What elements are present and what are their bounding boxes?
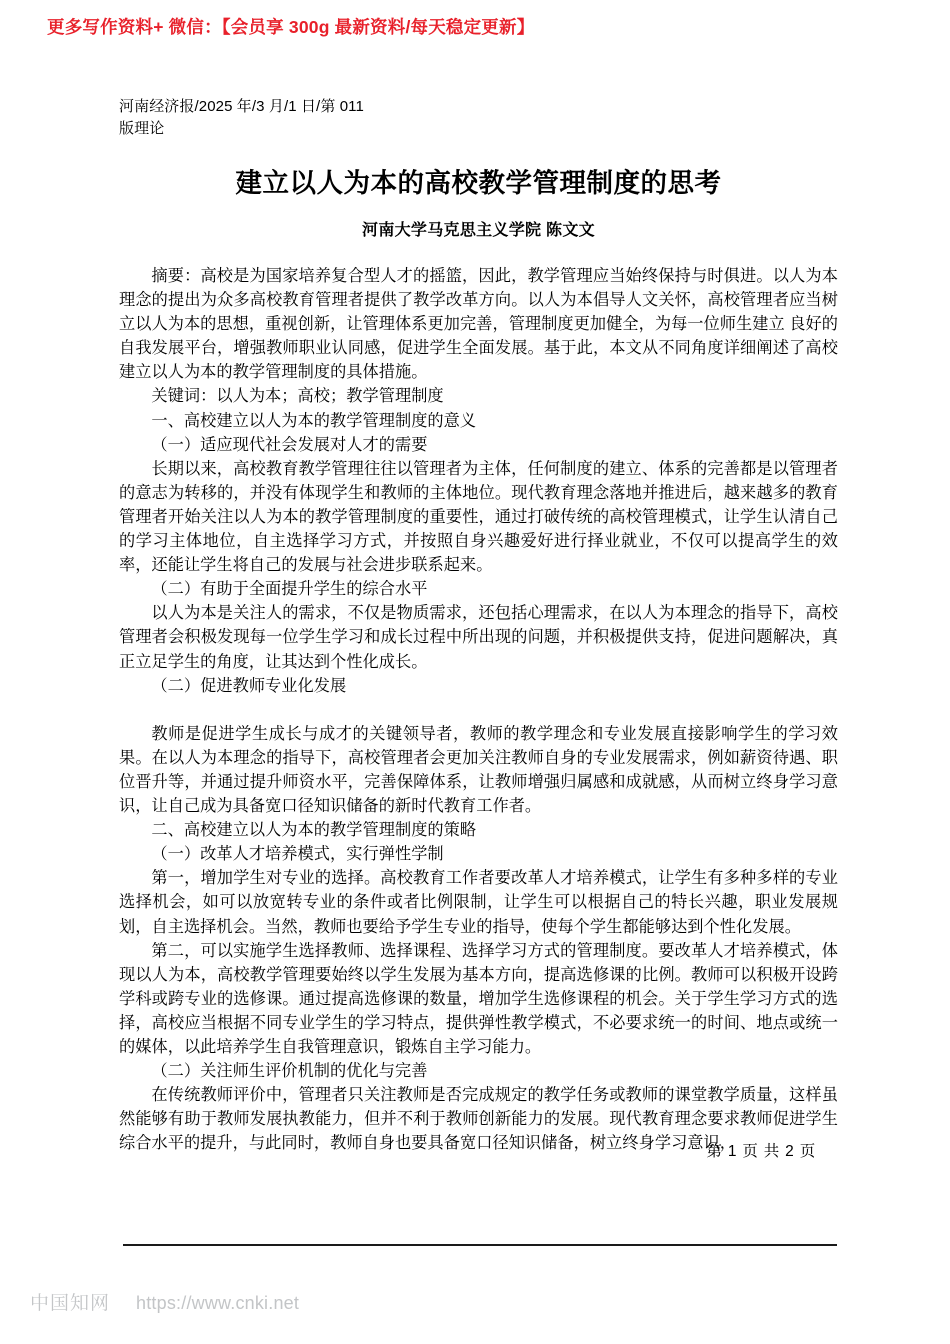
paragraph-1-2-body: 以人为本是关注人的需求，不仅是物质需求，还包括心理需求，在以人为本理念的指导下，高校管理者会积极发现每一位学生学习和成长过程中所出现的问题，并积极提供支持，促进问题解决，真正立足学生的角度，让其达到个性化成长。 [119,604,838,671]
paragraph-2-2-body: 在传统教师评价中，管理者只关注教师是否完成规定的教学任务或教师的课堂教学质量，这样虽然能够有助于教师发展执教能力，但并不利于教师创新能力的发展。现代教育理念要求教师促进学生综合水平的提升，与此同时，教师自身也要具备宽口径知识储备，树立终身学习意识， [119,1086,838,1153]
paragraph-2-1-first: 第一，增加学生对专业的选择。高校教育工作者要改革人才培养模式，让学生有多种多样的专业选择机会，如可以放宽转专业的条件或者比例限制，让学生可以根据自己的特长兴趣，职业发展规划，自主选择机会。当然，教师也要给予学生专业的指导，使每个学生都能够达到个性化发展。 [119,869,838,936]
article-body [119,264,838,1155]
cnki-brand-name: 中国知网 [30,1293,111,1314]
paragraph-abstract: 摘要：高校是为国家培养复合型人才的摇篮，因此，教学管理应当始终保持与时俱进。以人为本理念的提出为众多高校教育管理者提供了教学改革方向。以人为本倡导人文关怀，高校管理者应当树立以人为本的思想，重视创新，让管理体系更加完善，管理制度更加健全，为每一位师生建立 良好的自我发展平台，增强教师职业认同感，促进学生全面发展。基于此，本文从不同角度详细阐述了高校建立以人为本的教学管理制度的具体措施。 [119,267,838,382]
author-byline: 河南大学马克思主义学院 陈文文 [362,222,595,239]
source-line-1: 河南经济报/2025 年/3 月/1 日/第 011 [119,98,364,115]
promo-banner: 更多写作资料+ 微信：【会员享 300g 最新资料/每天稳定更新】 [47,17,535,37]
heading-section-2-1: （一）改革人才培养模式，实行弹性学制 [151,845,444,864]
page-title: 建立以人为本的高校教学管理制度的思考 [235,168,722,198]
cnki-brand-url: https://www.cnki.net [136,1293,300,1313]
heading-section-2: 二、高校建立以人为本的教学管理制度的策略 [151,821,477,840]
heading-section-1-1: （一）适应现代社会发展对人才的需要 [151,435,428,454]
source-line-2: 版理论 [119,120,165,137]
paragraph-1-1-body: 长期以来，高校教育教学管理往往以管理者为主体，任何制度的建立、体系的完善都是以管理者的意志为转移的，并没有体现学生和教师的主体地位。现代教育理念落地并推进后，越来越多的教育管理者开始关注以人为本的教学管理制度的重要性，通过打破传统的高校管理模式，让学生认清自己的学习主体地位，自主选择学习方式，并按照自身兴趣爱好进行择业就业，不仅可以提高学生的效率，还能让学生将自己的发展与社会进步联系起来。 [119,459,838,575]
footer-watermark [30,1288,299,1315]
page-number: 第 1 页 共 2 页 [706,1143,816,1160]
footer-divider [123,1244,837,1246]
paragraph-keywords: 关键词：以人为本；高校；教学管理制度 [151,387,444,406]
heading-section-1-2: （二）有助于全面提升学生的综合水平 [151,580,428,599]
paragraph-1-3-body: 教师是促进学生成长与成才的关键领导者，教师的教学理念和专业发展直接影响学生的学习效果。在以人为本理念的指导下，高校管理者会更加关注教师自身的专业发展需求，例如薪资待遇、职位晋升等，并通过提升师资水平，完善保障体系，让教师增强归属感和成就感，从而树立终身学习意识，让自己成为具备宽口径知识储备的新时代教育工作者。 [119,724,838,816]
heading-section-1-3: （二）促进教师专业化发展 [151,676,347,695]
source-citation [119,96,838,140]
paragraph-2-1-second: 第二，可以实施学生选择教师、选择课程、选择学习方式的管理制度。要改革人才培养模式，体现以人为本，高校教学管理要始终以学生发展为基本方向，提高选修课的比例。教师可以积极开设跨学科或跨专业的选修课。通过提高选修课的数量，增加学生选修课程的机会。关于学生学习方式的选择，高校应当根据不同专业学生的学习特点，提供弹性教学模式，不必要求统一的时间、地点或统一的媒体，以此培养学生自我管理意识，锻炼自主学习能力。 [119,941,838,1056]
document-page [119,0,838,1160]
heading-section-2-2: （二）关注师生评价机制的优化与完善 [151,1062,428,1081]
heading-section-1: 一、高校建立以人为本的教学管理制度的意义 [151,411,477,430]
